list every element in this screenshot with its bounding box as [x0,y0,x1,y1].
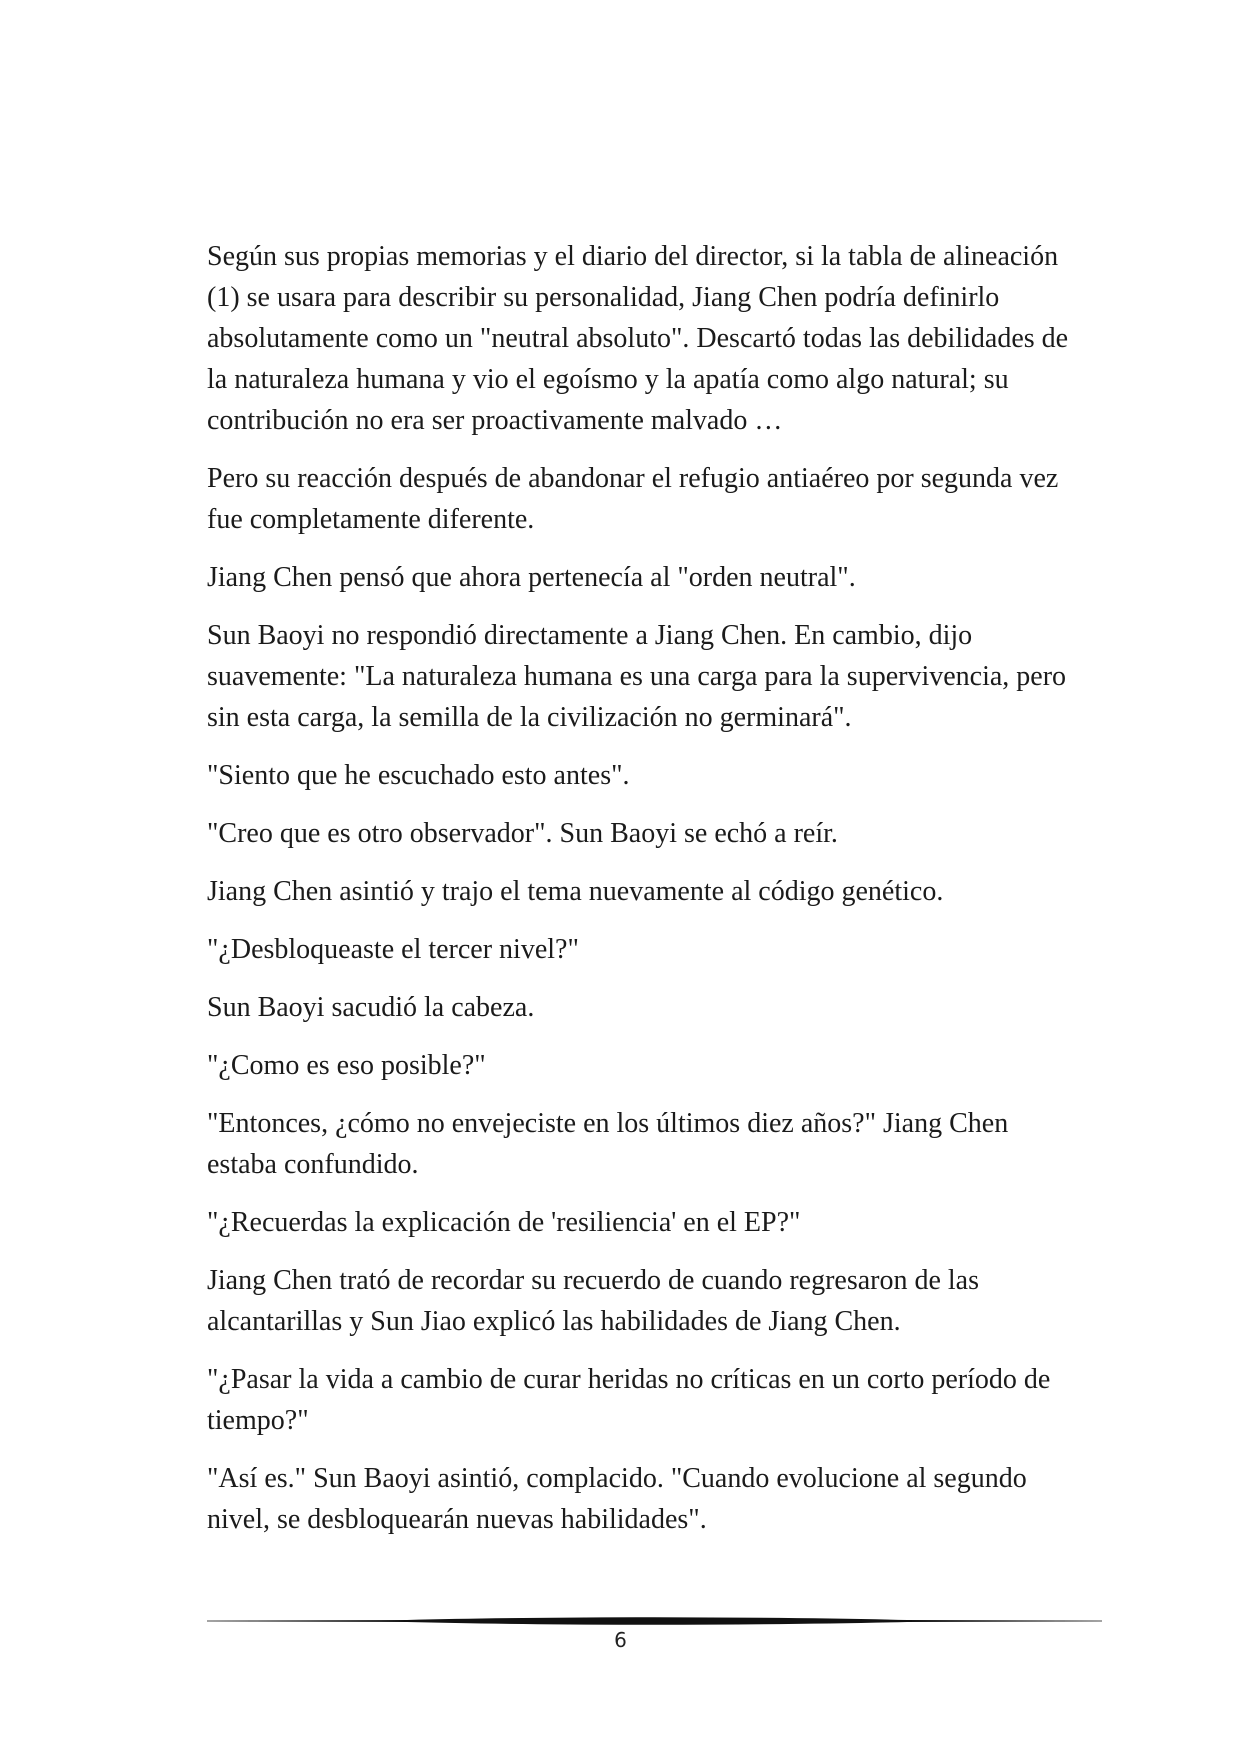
paragraph: Pero su reacción después de abandonar el refugio antiaéreo por segunda vez fue completamente diferente. [207,463,1059,535]
paragraph: "¿Como es eso posible?" [207,1050,486,1081]
text-body [207,236,1077,1557]
paragraph: Sun Baoyi no respondió directamente a Jiang Chen. En cambio, dijo suavemente: "La naturaleza humana es una carga para la supervivencia, pero sin esta carga, la semilla de la civilización no germinará". [207,620,1067,733]
footer-divider [207,1616,1102,1626]
paragraph: "Creo que es otro observador". Sun Baoyi se echó a reír. [207,818,838,849]
paragraph: "Siento que he escuchado esto antes". [207,760,630,791]
page-number: 6 [614,1628,627,1652]
paragraph: Sun Baoyi sacudió la cabeza. [207,992,535,1023]
paragraph: "Entonces, ¿cómo no envejeciste en los últimos diez años?" Jiang Chen estaba confundido. [207,1108,1009,1180]
paragraph: "¿Desbloqueaste el tercer nivel?" [207,934,579,965]
paragraph: Jiang Chen trató de recordar su recuerdo de cuando regresaron de las alcantarillas y Sun Jiao explicó las habilidades de Jiang Chen. [207,1265,979,1337]
paragraph: Jiang Chen pensó que ahora pertenecía al "orden neutral". [207,562,856,593]
paragraph: "Así es." Sun Baoyi asintió, complacido. "Cuando evolucione al segundo nivel, se desbloquearán nuevas habilidades". [207,1463,1027,1535]
paragraph: Según sus propias memorias y el diario del director, si la tabla de alineación (1) se usara para describir su personalidad, Jiang Chen podría definirlo absolutamente como un "neutral absoluto". Descartó todas las debilidades de la naturaleza humana y vio el egoísmo y la apatía como algo natural; su contribución no era ser proactivamente malvado … [207,241,1069,436]
paragraph: "¿Pasar la vida a cambio de curar heridas no críticas en un corto período de tiempo?" [207,1364,1051,1436]
paragraph: Jiang Chen asintió y trajo el tema nuevamente al código genético. [207,876,944,907]
paragraph: "¿Recuerdas la explicación de 'resiliencia' en el EP?" [207,1207,801,1238]
